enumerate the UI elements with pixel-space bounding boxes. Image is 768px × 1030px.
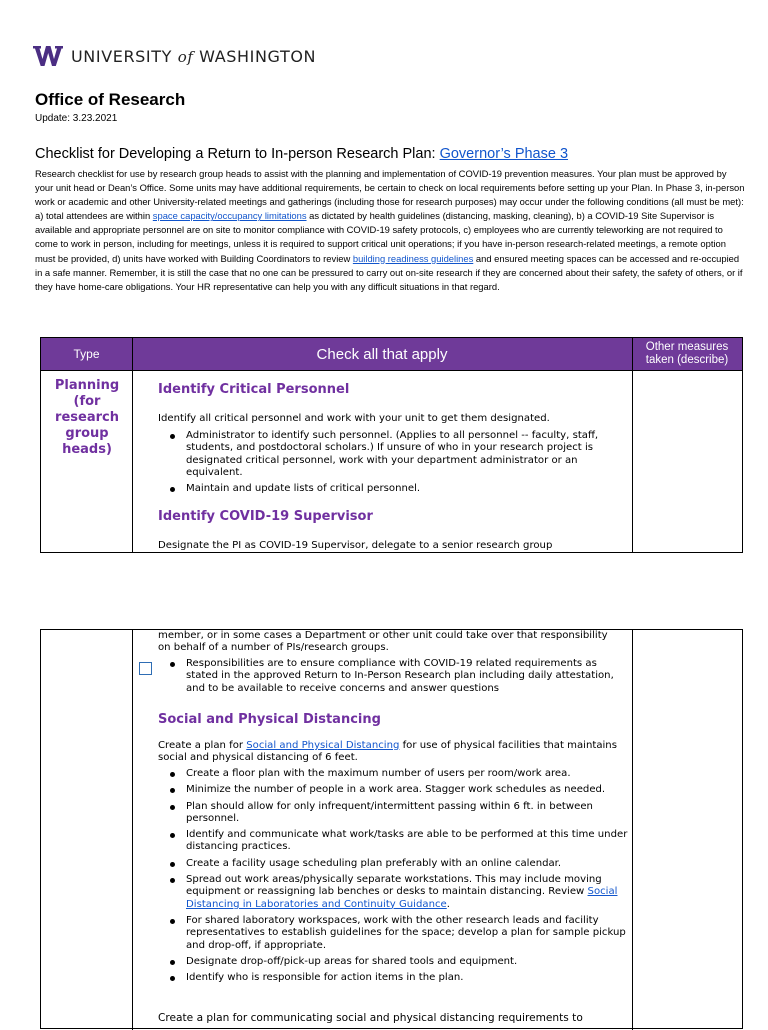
list-item: Create a facility usage scheduling plan preferably with an online calendar. xyxy=(158,858,628,870)
header-type: Type xyxy=(41,338,132,370)
update-date: Update: 3.23.2021 xyxy=(35,113,118,124)
distancing-list xyxy=(158,768,628,988)
checklist-heading: Checklist for Developing a Return to In-person Research Plan: Governor’s Phase 3 xyxy=(35,146,569,162)
header-check-all: Check all that apply xyxy=(132,338,632,370)
page-title: Office of Research xyxy=(35,90,186,109)
type-planning: Planning (for research group heads) xyxy=(54,378,120,457)
intro-paragraph: Research checklist for use by research group heads to assist with the planning and implementation of COVID-19 prevention measures. Your plan must be approved by your unit head or Dean’s Office. Some units may have additional requirements, be certain to check on local requirements before setting up your Plan. In Phase 3, in-person work or academic and other University-related meetings and gatherings (including those for research purposes) may occur under the following conditions (all must be met): a) total attendees are within space capacity/occupancy limitations as dictated by health guidelines (distancing, masking, cleaning), b) a COVID-19 Site Supervisor is available and appropriate personnel are on site to monitor compliance with COVID-19 safety protocols, c) employees who are currently teleworking are not required to come to work in person, including for meetings, unless it is required to support critical unit operations; if you have in-person research-related meetings, a remote option must be provided, d) units have worked with Building Coordinators to review building readiness guidelines and ensured meeting spaces can be accessed and re-occupied in a safe manner. Remember, it is still the case that no one can be pressured to carry out on-site research if they are concerned about their safety, the safety of others, or if they have home-care obligations. Your HR representative can help you with any difficult situations in that regard. xyxy=(35,168,745,292)
space-capacity-link[interactable]: space capacity/occupancy limitations xyxy=(152,210,307,222)
list-item: Minimize the number of people in a work area. Stagger work schedules as needed. xyxy=(158,784,628,796)
header-other-measures: Other measures taken (describe) xyxy=(632,338,742,370)
distancing-text: Create a plan for Social and Physical Distancing for use of physical facilities that maintains social and physical distancing of 6 feet. xyxy=(158,740,617,764)
checklist-table-page2 xyxy=(40,629,743,1029)
list-item: Designate drop-off/pick-up areas for shared tools and equipment. xyxy=(158,956,628,968)
list-item: For shared laboratory workspaces, work with the other research leads and facility representatives to establish guidelines for the space; develop a plan for sample pickup and drop-off, if appropriate. xyxy=(158,915,628,952)
social-distancing-heading: Social and Physical Distancing xyxy=(158,712,381,727)
list-item: Identify who is responsible for action items in the plan. xyxy=(158,972,628,984)
logo-wordmark: UNIVERSITY of WASHINGTON xyxy=(71,46,317,66)
checklist-table-page1 xyxy=(40,337,743,553)
communicate-plan-text: Create a plan for communicating social and physical distancing requirements to xyxy=(158,1012,583,1024)
identify-critical-personnel-heading: Identify Critical Personnel xyxy=(158,382,350,397)
critical-personnel-text: Identify all critical personnel and work with your unit to get them designated. xyxy=(158,413,550,424)
supervisor-text: Designate the PI as COVID-19 Supervisor, delegate to a senior research group xyxy=(158,540,553,551)
uw-w-logo-icon xyxy=(33,44,63,68)
list-item: Plan should allow for only infrequent/intermittent passing within 6 ft. in between personnel. xyxy=(158,801,628,826)
supervisor-continued-text: member, or in some cases a Department or other unit could take over that responsibility on behalf of a number of PIs/research groups. xyxy=(158,630,608,654)
list-item: Create a floor plan with the maximum number of users per room/work area. xyxy=(158,768,628,780)
supervisor-checkbox[interactable] xyxy=(139,662,152,675)
governors-phase-3-link[interactable]: Governor’s Phase 3 xyxy=(439,146,569,162)
list-item: Spread out work areas/physically separate workstations. This may include moving equipment or reassigning lab benches or desks to maintain distancing. Review Social Distancing in Laboratories and Continuity Guidance. xyxy=(158,874,628,911)
list-item: Identify and communicate what work/tasks are able to be performed at this time under distancing practices. xyxy=(158,829,628,854)
list-item: Administrator to identify such personnel. (Applies to all personnel -- faculty, staff, students, and postdoctoral scholars.) If unsure of who in your research project is designated critical personnel, work with your department administrator or an equivalent. xyxy=(158,430,628,479)
critical-personnel-list xyxy=(158,430,628,499)
identify-covid-supervisor-heading: Identify COVID-19 Supervisor xyxy=(158,509,373,524)
uw-logo xyxy=(33,43,316,69)
social-distancing-link[interactable]: Social and Physical Distancing xyxy=(246,740,400,751)
social-distancing-labs-link[interactable]: Social Distancing in Laboratories and Continuity Guidance xyxy=(186,886,618,910)
supervisor-list xyxy=(158,658,628,699)
list-item: Maintain and update lists of critical personnel. xyxy=(158,483,628,495)
building-readiness-link[interactable]: building readiness guidelines xyxy=(352,252,474,264)
list-item: Responsibilities are to ensure compliance with COVID-19 related requirements as stated in the approved Return to In-Person Research plan including daily attestation, and to be available to receive concerns and answer questions xyxy=(158,658,628,695)
